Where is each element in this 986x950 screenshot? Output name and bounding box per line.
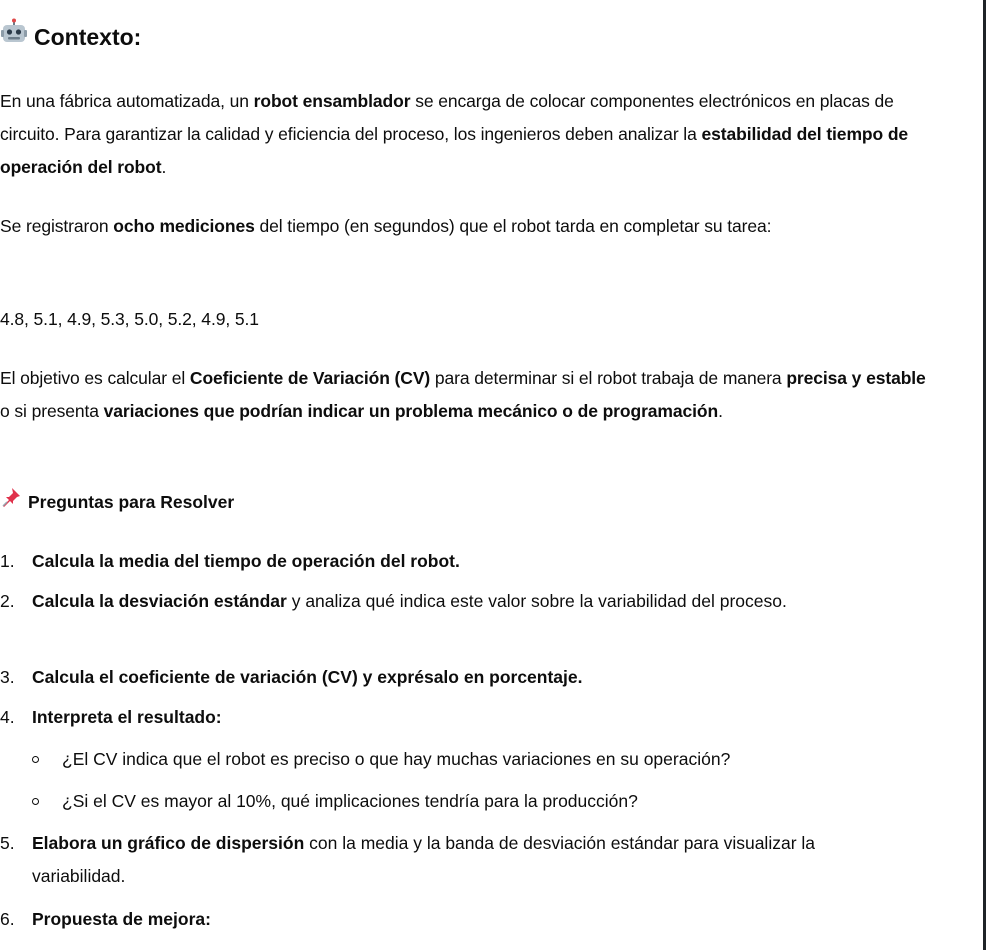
pushpin-icon (0, 486, 22, 519)
section-title (0, 18, 141, 56)
list-number: 2. (0, 591, 15, 611)
bullet-circle (32, 756, 39, 763)
questions-heading (0, 486, 234, 519)
paragraph-objective: El objetivo es calcular el Coeficiente de Variación (CV) para determinar si el robot trabaja de manera precisa y estable o si presenta variaciones que podrían indicar un problema mecánico o de programación. (0, 368, 926, 421)
paragraph-data-values: 4.8, 5.1, 4.9, 5.3, 5.0, 5.2, 4.9, 5.1 (0, 309, 259, 329)
questions-heading-text: Preguntas para Resolver (28, 492, 235, 512)
robot-icon (0, 18, 28, 56)
list-number: 3. (0, 667, 15, 687)
list-number: 1. (0, 551, 15, 571)
document-page: Contexto: En una fábrica automatizada, un robot ensamblador se encarga de colocar componentes electrónicos en placas de circuito. Para garantizar la calidad y eficiencia del proceso, los ingenieros deben analizar la estabilidad del tiempo de operación del robot. Se registraron ocho mediciones del tiempo (en segundos) que el robot tarda en completar su tarea: 4.8, 5.1, 4.9, 5.3, 5.0, 5.2, 4.9, 5.1 El objetivo es calcular el Coeficiente de Variación (CV) para determinar si el robot trabaja de manera precisa y estable o si presenta variaciones que podrían indicar un problema mecánico o de programación. Preguntas para Resolver 1. Calcula la media del tiempo de operación del robot. 2. Calcula la desviación estándar y analiza qué indica este valor sobre la variabilidad del proceso. 3. Calcula el coeficiente de variación (CV) y exprésalo en porcentaje. 4. Interpreta el resultado: ¿El CV indica que el robot es preciso o que hay muchas variaciones en su operación? ¿Si el CV es mayor al 10%, qué implicaciones tendría para la producción? 5. Elabora un gráfico de dispersión con la media y la banda de desviación estándar para visualizar la variabilidad. 6. Propuesta de mejora: (0, 0, 970, 950)
list-number: 5. (0, 833, 15, 853)
list-number: 6. (0, 909, 15, 929)
paragraph-measurements: Se registraron ocho mediciones del tiempo (en segundos) que el robot tarda en completar su tarea: (0, 216, 772, 236)
list-number: 4. (0, 707, 15, 727)
section-title-text: Contexto: (34, 24, 142, 50)
paragraph-context: En una fábrica automatizada, un robot ensamblador se encarga de colocar componentes electrónicos en placas de circuito. Para garantizar la calidad y eficiencia del proceso, los ingenieros deben analizar la estabilidad del tiempo de operación del robot. (0, 91, 909, 177)
bullet-circle (32, 798, 39, 805)
